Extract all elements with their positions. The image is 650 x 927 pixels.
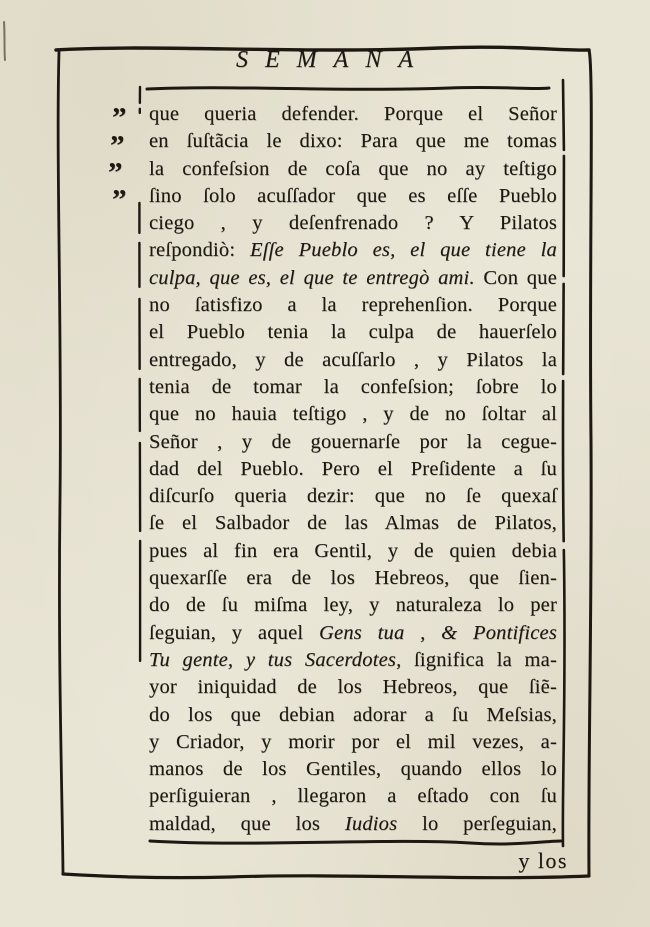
- text-line: [149, 456, 557, 483]
- text-line: [149, 319, 557, 346]
- text-line: [149, 374, 557, 401]
- text-segment: manos de los Gentiles, quando ellos lo: [149, 758, 557, 781]
- text-segment: que queria defender. Porque el Señor: [149, 103, 557, 125]
- text-segment: en ſuſtãcia le dixo: Para que me tomas: [149, 130, 557, 153]
- text-segment: no ſatisfizo a la reprehenſion. Porque: [149, 294, 557, 317]
- textblock-rule-left: [139, 87, 140, 838]
- text-segment: do de ſu miſma ley, y naturaleza lo per: [149, 594, 557, 617]
- text-segment: do los que debian adorar a ſu Meſsias,: [149, 703, 557, 726]
- text-line: [149, 510, 557, 537]
- text-line: [149, 756, 557, 783]
- italic-text-segment: Gens tua , & Pontifices: [319, 621, 557, 644]
- italic-text-segment: culpa, que es, el que te entregò ami.: [149, 266, 475, 289]
- text-line: [149, 783, 557, 810]
- text-segment: maldad, que los: [149, 812, 345, 835]
- text-line: [149, 674, 557, 701]
- text-line: [149, 401, 557, 428]
- text-segment: Con que: [474, 266, 558, 289]
- text-segment: ciego , y deſenfrenado ? Y Pilatos: [149, 212, 557, 235]
- text-line: [149, 429, 557, 456]
- outer-border-left: [58, 52, 63, 873]
- text-segment: quexarſſe era de los Hebreos, que ſien-: [149, 567, 557, 590]
- text-line: [149, 183, 557, 210]
- scan-edge-mark: [4, 22, 5, 60]
- text-segment: ſeguian, y aquel: [149, 621, 320, 644]
- text-segment: y Criador, y morir por el mil vezes, a-: [149, 730, 557, 753]
- text-line: [149, 565, 557, 592]
- text-segment: el Pueblo tenia la culpa de hauerſelo: [149, 321, 557, 344]
- text-segment: ſino ſolo acuſſador que es eſſe Pueblo: [149, 184, 557, 207]
- text-segment: Señor , y de gouernarſe por la cegue-: [149, 430, 557, 453]
- text-segment: ſignifica la ma-: [401, 648, 557, 671]
- text-segment: ſe el Salbador de las Almas de Pilatos,: [149, 512, 557, 535]
- text-line: [149, 156, 557, 183]
- text-segment: pues al fin era Gentil, y de quien debia: [149, 539, 557, 562]
- text-segment: dad del Pueblo. Pero el Preſidente a ſu: [149, 457, 557, 480]
- text-segment: reſpondiò:: [149, 239, 251, 262]
- running-header: SEMANA: [236, 47, 430, 73]
- text-line: [149, 702, 557, 729]
- text-line: [149, 620, 557, 647]
- text-line: [149, 347, 557, 374]
- text-segment: yor iniquidad de los Hebreos, que ſiẽ-: [149, 676, 557, 699]
- textblock-rule-top: [147, 87, 549, 89]
- text-segment: lo perſeguian,: [397, 812, 558, 835]
- italic-text-segment: Iudios: [344, 812, 398, 835]
- text-line: [149, 647, 557, 674]
- outer-border-right: [589, 50, 591, 876]
- text-segment: tenia de tomar la confeſsion; ſobre lo: [149, 375, 557, 398]
- text-line: [149, 811, 557, 838]
- text-line: [149, 538, 557, 565]
- text-line: [149, 210, 557, 237]
- text-segment: diſcurſo queria dezir: que no ſe quexaſ: [149, 485, 557, 508]
- text-line: [149, 729, 557, 756]
- italic-text-segment: Tu gente, y tus Sacerdotes,: [149, 648, 402, 671]
- textblock-rule-bottom: [150, 841, 561, 844]
- text-segment: perſiguieran , llegaron a eſtado con ſu: [149, 785, 557, 808]
- margin-quote-mark: ”: [108, 157, 123, 189]
- text-segment: entregado, y de acuſſarlo , y Pilatos la: [149, 348, 557, 371]
- text-line: [149, 265, 557, 292]
- margin-quote-mark: ”: [112, 102, 127, 134]
- text-line: [149, 592, 557, 619]
- catchword: y los: [518, 848, 568, 873]
- italic-text-segment: Eſſe Pueblo es, el que tiene la: [250, 239, 557, 262]
- margin-quote-mark: ”: [112, 184, 127, 216]
- text-line: [149, 101, 557, 128]
- text-segment: que no hauia teſtigo , y de no ſoltar al: [149, 403, 557, 426]
- text-line: [149, 128, 557, 155]
- outer-border-bottom: [63, 874, 589, 878]
- text-line: [149, 292, 557, 319]
- text-block: [149, 101, 557, 838]
- text-line: [149, 483, 557, 510]
- margin-quote-mark: ”: [110, 130, 125, 162]
- textblock-rule-right: [563, 80, 565, 846]
- text-segment: la confeſsion de coſa que no ay teſtigo: [149, 157, 557, 180]
- text-line: [149, 237, 557, 264]
